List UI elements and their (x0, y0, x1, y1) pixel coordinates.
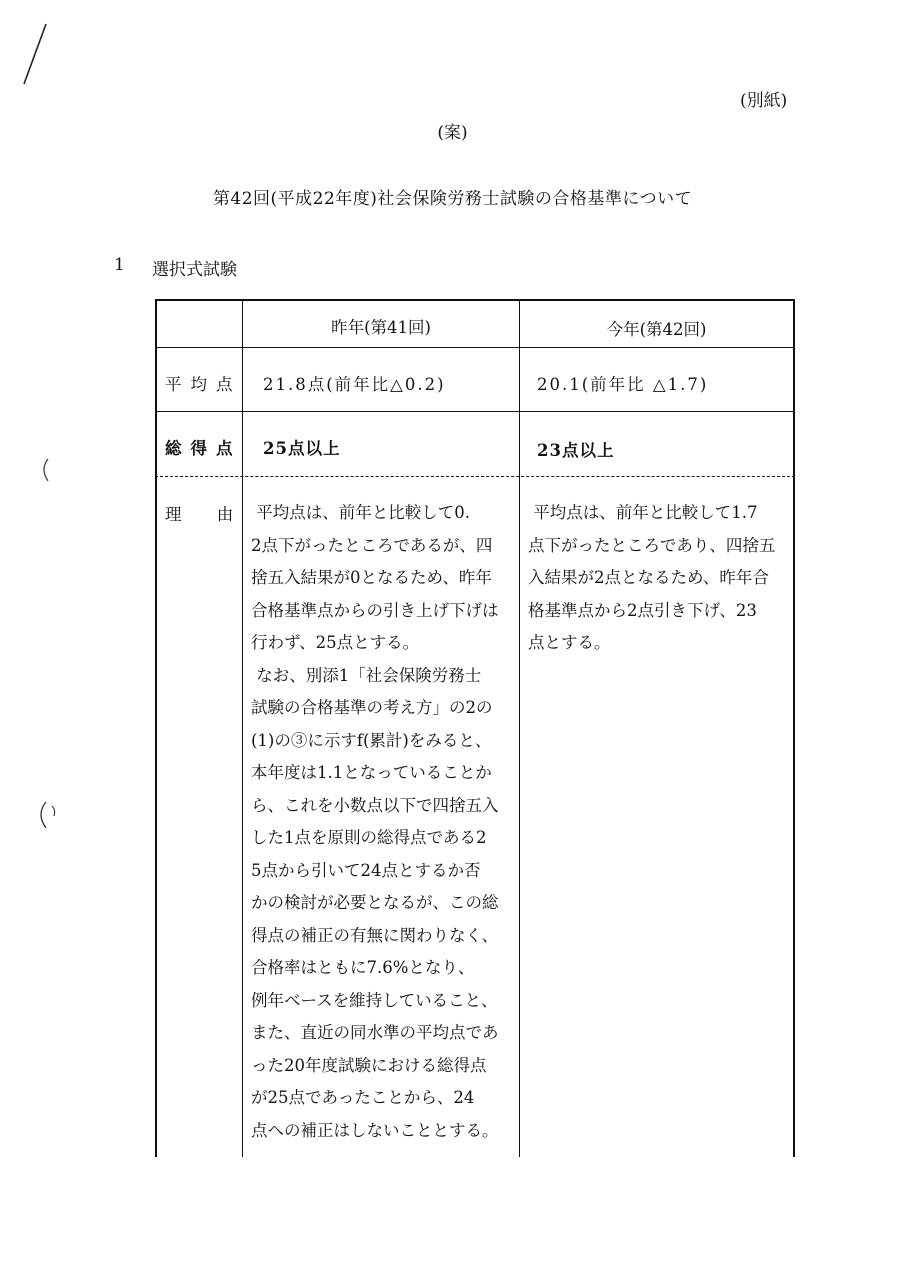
attachment-label: (別紙) (740, 91, 788, 111)
table-right-border (793, 299, 795, 1157)
total-row-dashed-border (155, 476, 795, 477)
punch-hole-mark-2 (34, 798, 60, 832)
column-divider-2 (519, 299, 520, 1157)
pen-stroke-mark (10, 20, 50, 90)
section-number: 1 (114, 255, 125, 275)
total-last-year: 25点以上 (263, 439, 341, 458)
header-bottom-border (155, 347, 795, 348)
punch-hole-mark (38, 455, 52, 485)
reason-row-label: 理 由 (165, 505, 234, 524)
average-this-year: 20.1(前年比 △1.7) (537, 375, 709, 394)
column-divider-1 (242, 299, 243, 1157)
average-row-label: 平均点 (165, 375, 242, 394)
criteria-table (155, 299, 795, 1157)
reason-this-year: 平均点は、前年と比較して1.7 点下がったところであり、四捨五 入結果が2点となるため、昨年合 格基準点から2点引き下げ、23 点とする。 (528, 503, 776, 652)
reason-last-year: 平均点は、前年と比較して0. 2点下がったところであるが、四 捨五入結果が0となるため、昨年 合格基準点からの引き上げ下げは 行わず、25点とする。 なお、別添1「社会保険労務士 試験の合格基準の考え方」の2の (1)の③に示すf(累計)をみると、 本年度は1.1となっていることか ら、これを小数点以下で四捨五入 した1点を原則の総得点である2 5点から引いて24点とするか否 かの検討が必要となるが、この総 得点の補正の有無に関わりなく、 合格率はともに7.6%となり、 例年ベースを維持していること、 また、直近の同水準の平均点であ った20年度試験における総得点 が25点であったことから、24 点への補正はしないこととする。 (251, 503, 499, 1140)
average-last-year: 21.8点(前年比△0.2) (263, 375, 446, 394)
section-title: 選択式試験 (152, 260, 237, 280)
document-title: 第42回(平成22年度)社会保険労務士試験の合格基準について (212, 189, 693, 209)
table-left-border (155, 299, 157, 1157)
column-header-this-year: 今年(第42回) (606, 320, 707, 339)
column-header-last-year: 昨年(第41回) (331, 318, 431, 337)
draft-label: (案) (437, 123, 468, 143)
average-row-bottom-border (155, 411, 795, 412)
total-row-label: 総得点 (165, 439, 242, 458)
table-top-border (155, 299, 795, 301)
total-this-year: 23点以上 (537, 441, 615, 460)
